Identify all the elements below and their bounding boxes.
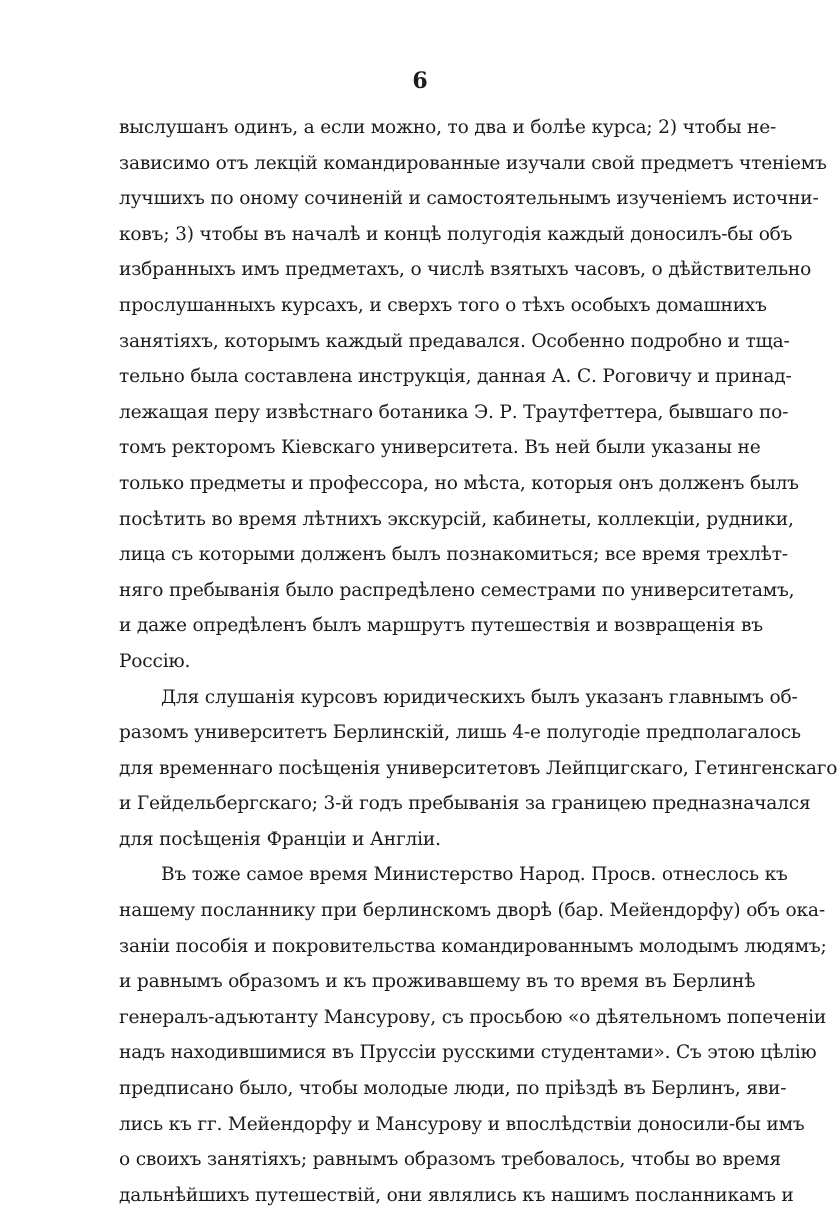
text-line: и равнымъ образомъ и къ проживавшему въ то время въ Берлинѣ bbox=[119, 971, 756, 993]
paragraph-3 bbox=[119, 857, 827, 1213]
text-line: Россію. bbox=[119, 650, 191, 672]
text-line: генералъ-адъютанту Мансурову, съ просьбою «о дѣятельномъ попеченіи bbox=[119, 1006, 827, 1028]
text-line: дальнѣйшихъ путешествій, они являлись къ нашимъ посланникамъ и bbox=[119, 1184, 794, 1206]
text-line: надъ находившимися въ Пруссіи русскими студентами». Съ этою цѣлію bbox=[119, 1042, 817, 1064]
text-line: разомъ университетъ Берлинскій, лишь 4-е полугодіе предполагалось bbox=[119, 722, 801, 744]
text-line: о своихъ занятіяхъ; равнымъ образомъ требовалось, чтобы во время bbox=[119, 1149, 781, 1171]
text-line: зависимо отъ лекцій командированные изучали свой предметъ чтеніемъ bbox=[119, 152, 827, 174]
text-line: и Гейдельбергскаго; 3-й годъ пребыванія за границею предназначался bbox=[119, 793, 811, 815]
text-line: лучшихъ по оному сочиненій и самостоятельнымъ изученіемъ источни- bbox=[119, 188, 819, 210]
text-line: предписано было, чтобы молодые люди, по пріѣздѣ въ Берлинъ, яви- bbox=[119, 1078, 787, 1100]
text-line: заніи пособія и покровительства командированнымъ молодымъ людямъ; bbox=[119, 935, 827, 957]
text-line: лись къ гг. Мейендорфу и Мансурову и впослѣдствіи доносили-бы имъ bbox=[119, 1113, 805, 1135]
text-line: для временнаго посѣщенія университетовъ Лейпцигскаго, Гетингенскаго bbox=[119, 757, 838, 779]
text-line: Въ тоже самое время Министерство Народ. Просв. отнеслось къ bbox=[161, 864, 788, 886]
text-line: и даже опредѣленъ былъ маршрутъ путешествія и возвращенія въ bbox=[119, 615, 763, 637]
text-line: для посѣщенія Франціи и Англіи. bbox=[119, 828, 441, 850]
page-number: 6 bbox=[412, 68, 428, 94]
text-line: посѣтить во время лѣтнихъ экскурсій, кабинеты, коллекціи, рудники, bbox=[119, 508, 794, 530]
text-line: выслушанъ одинъ, а если можно, то два и болѣе курса; 2) чтобы не- bbox=[119, 117, 777, 138]
text-line: прослушанныхъ курсахъ, и сверхъ того о тѣхъ особыхъ домашнихъ bbox=[119, 294, 767, 316]
text-line: лица съ которыми долженъ былъ познакомиться; все время трехлѣт- bbox=[119, 544, 788, 566]
text-line: томъ ректоромъ Кіевскаго университета. Въ ней были указаны не bbox=[119, 437, 761, 459]
text-line: Для слушанія курсовъ юридическихъ былъ указанъ главнымъ об- bbox=[161, 686, 798, 708]
text-line: няго пребыванія было распредѣлено семестрами по университетамъ, bbox=[119, 579, 795, 601]
text-line: ковъ; 3) чтобы въ началѣ и концѣ полугодія каждый доносилъ-бы объ bbox=[119, 223, 793, 245]
text-line: нашему посланнику при берлинскомъ дворѣ (бар. Мейендорфу) объ ока- bbox=[119, 900, 825, 922]
body-text bbox=[119, 110, 838, 1213]
text-line: только предметы и профессора, но мѣста, которыя онъ долженъ былъ bbox=[119, 472, 799, 494]
text-line: избранныхъ имъ предметахъ, о числѣ взятыхъ часовъ, о дѣйствительно bbox=[119, 259, 812, 281]
text-line: тельно была составлена инструкція, данная А. С. Роговичу и принад- bbox=[119, 366, 792, 388]
paragraph-1 bbox=[119, 110, 827, 680]
text-line: занятіяхъ, которымъ каждый предавался. Особенно подробно и тща- bbox=[119, 330, 790, 352]
text-line: лежащая перу извѣстнаго ботаника Э. Р. Траутфеттера, бывшаго по- bbox=[119, 401, 789, 423]
paragraph-2 bbox=[119, 680, 838, 858]
